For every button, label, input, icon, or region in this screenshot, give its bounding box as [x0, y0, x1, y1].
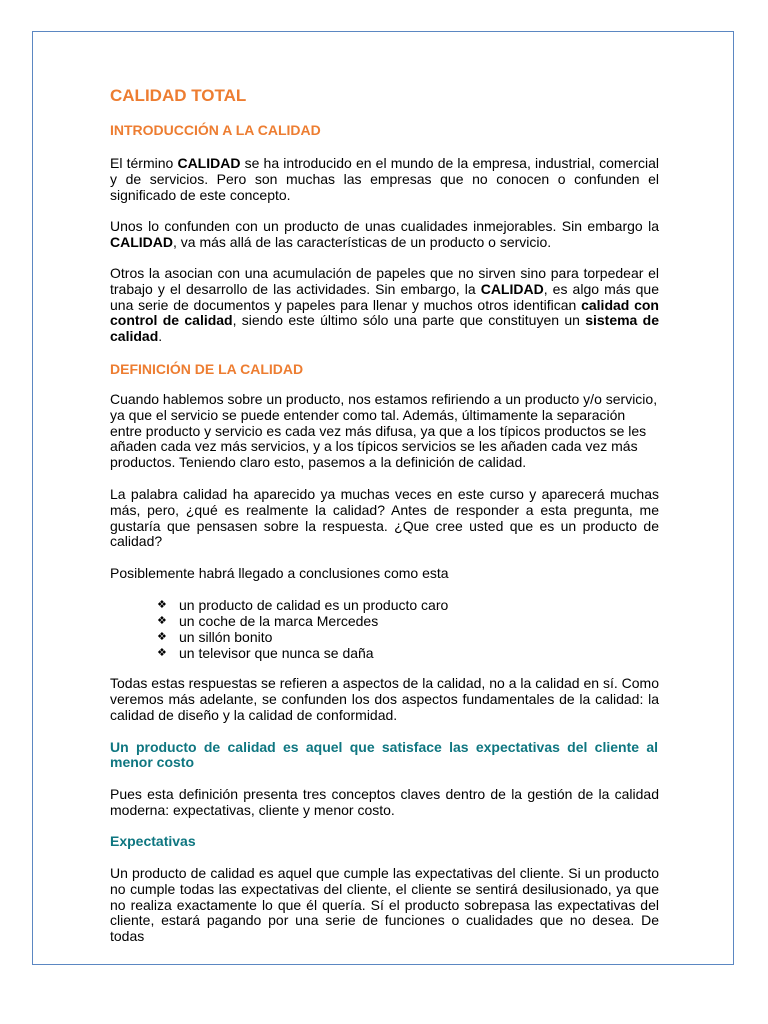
diamond-bullet-icon: ❖ [157, 599, 167, 611]
definicion-paragraph-5: Pues esta definición presenta tres conceptos claves dentro de la gestión de la calidad moderna: expectativas, cliente y menor costo. [110, 786, 659, 818]
definition-highlight: Un producto de calidad es aquel que satisface las expectativas del cliente al menor costo [110, 739, 658, 770]
definicion-paragraph-1: Cuando hablemos sobre un producto, nos estamos refiriendo a un producto y/o servicio, ya que el servicio se puede entender como tal. Además, últimamente la separación entre producto y servicio es cada vez más difusa, ya que a los típicos productos se les añaden cada vez más servicios, y a los típicos servicios se les añaden cada vez más productos. Teniendo claro esto, pasemos a la definición de calidad. [110, 391, 658, 471]
list-item: ❖ un sillón bonito [157, 629, 273, 645]
heading-definicion: DEFINICIÓN DE LA CALIDAD [110, 361, 304, 377]
page-border [32, 31, 734, 965]
document-content [79, 75, 659, 945]
heading-expectativas: Expectativas [110, 833, 196, 849]
conclusion-bullet-list [157, 597, 448, 661]
list-item: ❖ un televisor que nunca se daña [157, 645, 374, 661]
document-title: CALIDAD TOTAL [110, 86, 247, 105]
definicion-paragraph-2: La palabra calidad ha aparecido ya muchas veces en este curso y aparecerá muchas más, pero, ¿qué es realmente la calidad? Antes de responder a esta pregunta, me gustaría que pensasen sobre la respuesta. ¿Que cree usted que es un producto de calidad? [110, 486, 659, 550]
diamond-bullet-icon: ❖ [157, 631, 167, 643]
expectativas-paragraph-1: Un producto de calidad es aquel que cumple las expectativas del cliente. Si un producto no cumple todas las expectativas del cliente, el cliente se sentirá desilusionado, ya que no realiza exactamente lo que él quería. Sí el producto sobrepasa las expectativas del cliente, estará pagando por una serie de funciones o cualidades que no desea. De todas [110, 865, 659, 945]
list-item: ❖ un producto de calidad es un producto caro [157, 597, 449, 613]
intro-paragraph-3: Otros la asocian con una acumulación de papeles que no sirven sino para torpedear el trabajo y el desarrollo de las actividades. Sin embargo, la CALIDAD, es algo más que una serie de documentos y papeles para llenar y muchos otros identifican calidad con control de calidad, siendo este último sólo una parte que constituyen un sistema de calidad. [110, 265, 659, 345]
intro-paragraph-2: Unos lo confunden con un producto de unas cualidades inmejorables. Sin embargo la CALIDAD, va más allá de las características de un producto o servicio. [110, 218, 659, 250]
definicion-paragraph-3: Posiblemente habrá llegado a conclusiones como esta [110, 565, 449, 581]
definicion-paragraph-4: Todas estas respuestas se refieren a aspectos de la calidad, no a la calidad en sí. Como veremos más adelante, se confunden los dos aspectos fundamentales de la calidad: la calidad de diseño y la calidad de conformidad. [110, 675, 659, 723]
heading-introduccion: INTRODUCCIÓN A LA CALIDAD [110, 122, 321, 138]
list-item: ❖ un coche de la marca Mercedes [157, 613, 379, 629]
diamond-bullet-icon: ❖ [157, 615, 167, 627]
diamond-bullet-icon: ❖ [157, 647, 167, 659]
intro-paragraph-1: El término CALIDAD se ha introducido en el mundo de la empresa, industrial, comercial y de servicios. Pero son muchas las empresas que no conocen o confunden el significado de este concepto. [110, 155, 659, 203]
